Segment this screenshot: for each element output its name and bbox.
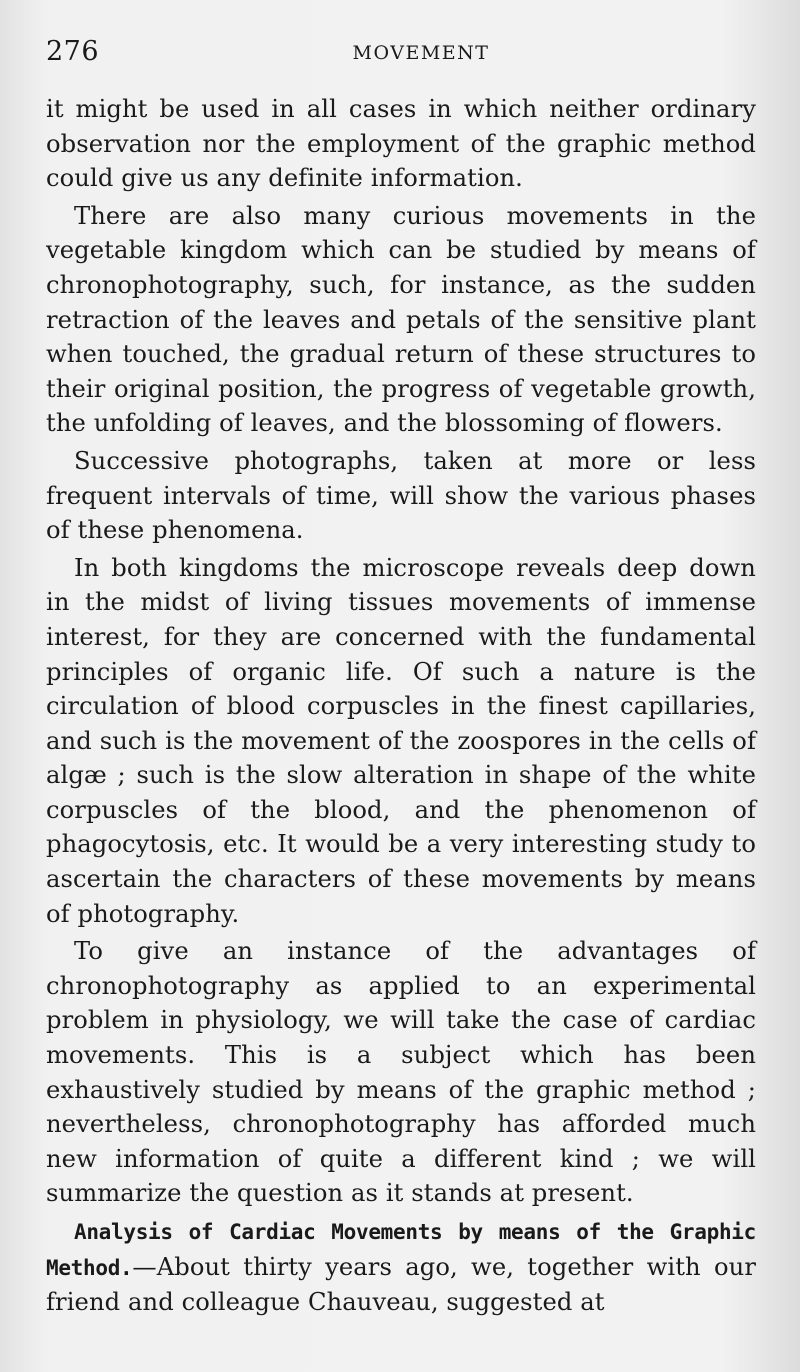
running-head: MOVEMENT — [352, 42, 490, 64]
paragraph: it might be used in all cases in which neither ordinary observation nor the employment of the graphic method could give us any definite information. — [46, 95, 756, 193]
body-text — [46, 92, 756, 1320]
paragraph: Successive photographs, taken at more or less frequent intervals of time, will show the various phases of these phenomena. — [46, 446, 756, 545]
paragraph: In both kingdoms the microscope reveals deep down in the midst of living tissues movements of immense interest, for they are concerned with the fundamental principles of organic life. Of such a nature is the circulation of blood corpuscles in the finest capillaries, and such is the movement of the zoospores in the cells of algæ ; such is the slow alteration in shape of the white corpuscles of the blood, and the phenomenon of phagocytosis, etc. It would be a very interesting study to ascertain the characters of these movements by means of photography. — [46, 553, 756, 928]
paragraph: To give an instance of the advantages of chronophotography as applied to an experimental problem in physiology, we will take the case of cardiac movements. This is a subject which has been exhaustively studied by means of the graphic method ; nevertheless, chronophotography has afforded much new information of quite a different kind ; we will summarize the question as it stands at present. — [46, 937, 756, 1208]
page-header — [46, 36, 756, 92]
section-paragraph — [46, 1214, 756, 1320]
section-text: —About thirty years ago, we, together with our friend and colleague Chauveau, suggested at — [46, 1252, 756, 1317]
page-number: 276 — [46, 36, 100, 67]
paragraph: There are also many curious movements in the vegetable kingdom which can be studied by means of chronophotography, such, for instance, as the sudden retraction of the leaves and petals of the sensitive plant when touched, the gradual return of these structures to their original position, the progress of vegetable growth, the unfolding of leaves, and the blossoming of flowers. — [46, 201, 756, 438]
section-heading: Analysis of Cardiac Movements by means of the Graphic Method. — [46, 1220, 756, 1280]
